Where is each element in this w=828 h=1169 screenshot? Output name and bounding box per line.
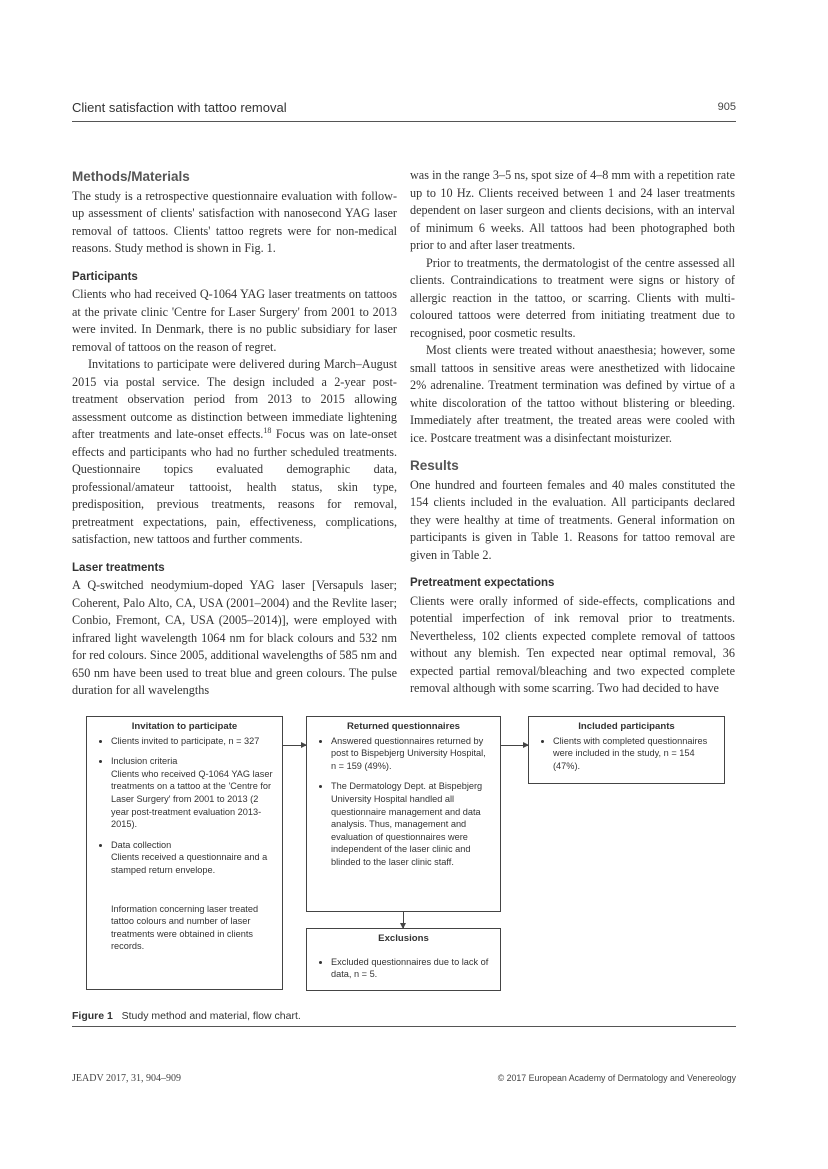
left-column: [72, 168, 397, 700]
figure-caption-text: Study method and material, flow chart.: [121, 1010, 301, 1022]
flow-bullet-body: Clients received a questionnaire and a stamped return envelope.: [111, 852, 268, 875]
page-number: 905: [717, 101, 736, 113]
results-paragraph: One hundred and fourteen females and 40 males constituted the 154 clients included in the evaluation. All participants declared they were healthy at time of treatments. General information on participants is given in Table 1. Reasons for tattoo removal are given in Table 2.: [410, 477, 735, 562]
caption-rule: [72, 1026, 736, 1027]
methods-heading: Methods/Materials: [72, 169, 190, 184]
flow-bullet-body: Clients who received Q-1064 YAG laser treatments on a tattoo at the 'Centre for Laser Surgery' from 2001 to 2013 (2 year post-treatment evaluation 2013-2015).: [111, 768, 273, 830]
figure-caption: [72, 1010, 301, 1022]
participants-paragraph-2: [72, 356, 397, 549]
flow-box-included-title: Included participants: [578, 721, 675, 732]
flow-bullet: • Excluded questionnaires due to lack of data, n = 5.: [331, 956, 492, 981]
laser-paragraph: A Q-switched neodymium-doped YAG laser [Versapuls laser; Coherent, Palo Alto, CA, USA (2001–2004) and the Revlite laser; Conbio, Fremont, CA, USA (2005–2014)], were employed with infrared light wavelength 1064 nm for black colours and 532 nm for red colours. Since 2005, additional wavelengths of 585 nm and 650 nm have been used to treat blue and green colours. The pulse duration for all wavelengths: [72, 578, 397, 697]
laser-paragraph-cont: was in the range 3–5 ns, spot size of 4–8 mm with a repetition rate up to 10 Hz. Clients received between 1 and 24 laser treatments dependent on laser surgeon and clients decisions, with an interval of minimum 6 weeks. All tattoos had been photographed both prior to and after laser treatments.: [410, 168, 735, 252]
flow-bullet: [111, 755, 274, 831]
reference-marker: 18: [263, 425, 272, 435]
anaesthesia-paragraph: Most clients were treated without anaesthesia; however, some small tattoos in sensitive areas were anesthetized with lidocaine 2% adrenaline. Treatment termination was defined by virtue of a white discoloration of the tattoo without blistering or bleeding. Immediately after treatment, the treated areas were cooled with ice. Postcare treatment was a disinfectant moisturizer.: [410, 343, 735, 445]
flow-box-invitation: [86, 716, 283, 990]
flow-box-invitation-title: Invitation to participate: [131, 721, 238, 732]
header-rule: [72, 121, 736, 122]
participants-text-a: Invitations to participate were delivered during March–August 2015 via postal service. The design included a 2-year post-treatment observation period from 2013 to 2015 allowing assessment outcome as distinction between immediate lightening after treatments and late-onset effects.: [72, 357, 397, 441]
flow-box-returned: [306, 716, 501, 912]
flow-bullet-title: Data collection: [111, 839, 172, 850]
flow-bullet: • The Dermatology Dept. at Bispebjerg University Hospital handled all questionnaire management and data analysis. Thus, management and evaluation of questionnaires were independent of the laser clinic and blinded to the laser clinic staff.: [331, 780, 492, 868]
participants-heading: Participants: [72, 270, 138, 283]
flow-box-exclusions-title: Exclusions: [378, 933, 429, 944]
flow-arrow: [283, 745, 306, 746]
footer-citation: JEADV 2017, 31, 904–909: [72, 1073, 181, 1084]
contraindications-paragraph: Prior to treatments, the dermatologist of the centre assessed all clients. Contraindications to treatment were signs or history of allergic reaction in the tattoo, or scarring. Clients with multi-coloured tattoos were deterred from initiating treatment due to recognised, poor cosmetic results.: [410, 255, 735, 340]
laser-heading: Laser treatments: [72, 561, 165, 574]
flow-box-exclusions: [306, 928, 501, 991]
participants-paragraph-1: Clients who had received Q-1064 YAG laser treatments on tattoos at the private clinic 'Centre for Laser Surgery' from 2001 to 2013 were invited. In Denmark, there is no public subsidiary for laser removal of tattoos on the reason of regret.: [72, 287, 397, 354]
pretreatment-heading: Pretreatment expectations: [410, 577, 555, 589]
flow-bullet: [111, 839, 274, 877]
flow-bullet: • Clients with completed questionnaires were included in the study, n = 154 (47%).: [553, 735, 716, 773]
running-title: Client satisfaction with tattoo removal: [72, 100, 287, 115]
results-heading: Results: [410, 458, 459, 473]
right-column: [410, 167, 735, 698]
flow-note: Information concerning laser treated tattoo colours and number of laser treatments were obtained in clients records.: [111, 903, 259, 952]
footer-copyright: © 2017 European Academy of Dermatology and Venereology: [497, 1073, 736, 1083]
participants-text-b: Focus was on late-onset effects and participants who had no further scheduled treatments. Questionnaire topics evaluated demographic data, professional/amateur tattooist, health status, skin type, predisposition, previous treatments, reasons for removal, pretreatment expectations, pain, effectiveness, complications, satisfaction, new tattoos and further comments.: [72, 427, 397, 546]
figure-label: Figure 1: [72, 1010, 113, 1022]
flow-bullet: • Answered questionnaires returned by post to Bispebjerg University Hospital, n = 159 (49%).: [331, 735, 492, 773]
flow-box-included: [528, 716, 725, 784]
flow-arrow-down: [403, 912, 404, 928]
flow-arrow: [501, 745, 528, 746]
methods-paragraph: The study is a retrospective questionnaire evaluation with follow-up assessment of clients' satisfaction with nanosecond YAG laser removal of tattoos. Clients' tattoo regrets were for non-medical reasons. Study method is shown in Fig. 1.: [72, 188, 397, 255]
flow-bullet: • Clients invited to participate, n = 327: [111, 735, 274, 748]
pretreatment-paragraph: Clients were orally informed of side-effects, complications and potential imperfection of ink removal prior to treatments. Nevertheless, 102 clients expected complete removal of tattoos without any blemish. Ten expected near optimal removal, 36 expected partial removal/bleaching and two expected complete removal although with some scarring. Two had decided to have: [410, 593, 735, 695]
flow-bullet-title: Inclusion criteria: [111, 756, 178, 767]
flow-box-returned-title: Returned questionnaires: [346, 721, 460, 732]
